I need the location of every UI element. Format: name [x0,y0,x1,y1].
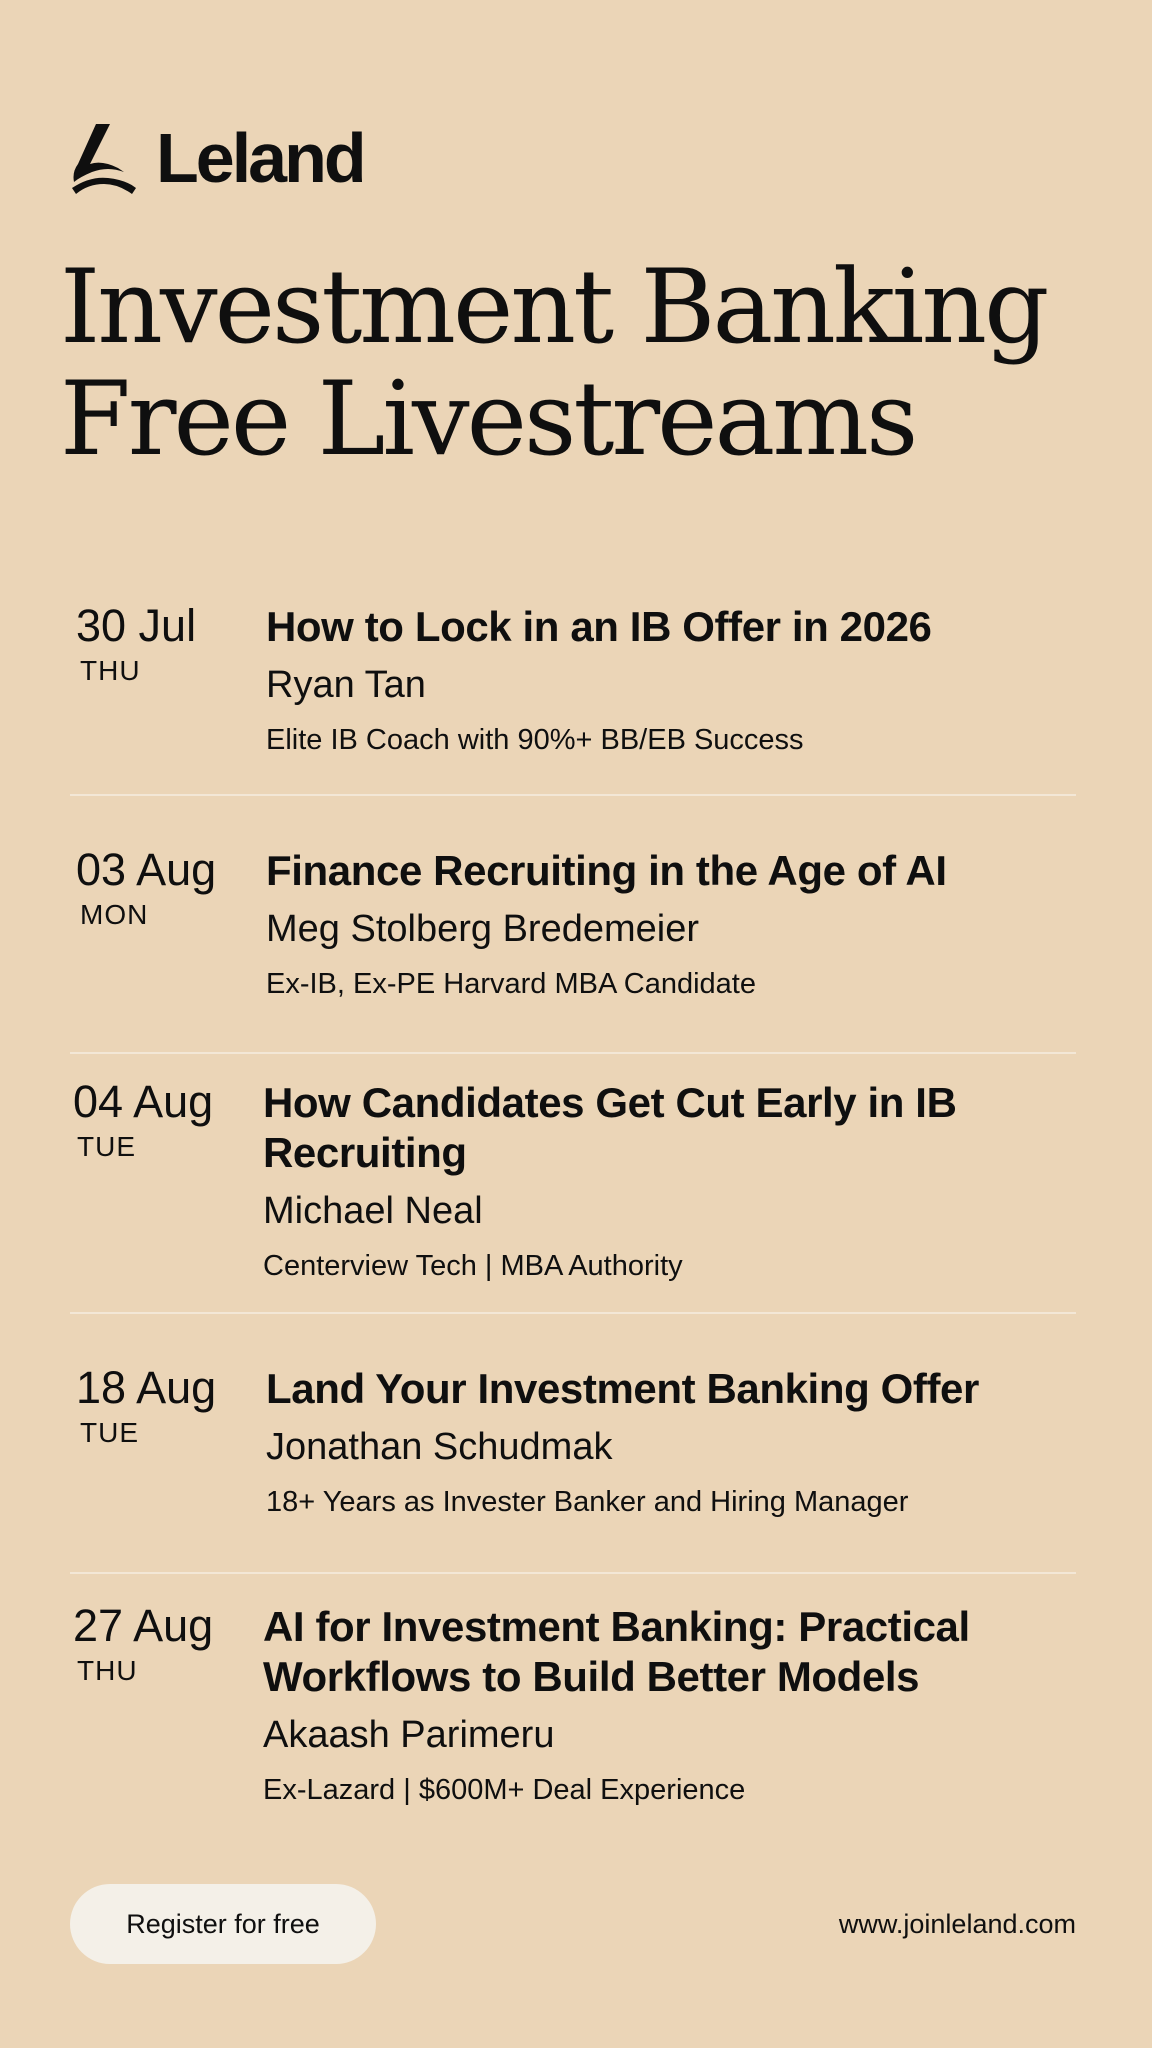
event-speaker-role: Ex-Lazard | $600M+ Deal Experience [263,1774,746,1806]
event-title: Land Your Investment Banking Offer [266,1365,979,1412]
website-link[interactable]: www.joinleland.com [838,1909,1076,1939]
event-speaker: Meg Stolberg Bredemeier [266,908,699,950]
event-title: Finance Recruiting in the Age of AI [266,847,947,894]
event-weekday: THU [80,655,141,686]
event-speaker: Ryan Tan [266,664,426,706]
leland-mark-icon [70,122,138,194]
event-speaker-role: Ex-IB, Ex-PE Harvard MBA Candidate [266,968,756,1000]
divider [70,1312,1076,1314]
event-speaker-role: Centerview Tech | MBA Authority [263,1250,683,1282]
event-info [266,602,1066,758]
event-weekday: THU [77,1655,138,1686]
event-weekday: MON [80,899,149,930]
event-weekday: TUE [77,1131,136,1162]
event-speaker-role: 18+ Years as Invester Banker and Hiring Manager [266,1486,909,1518]
event-speaker: Akaash Parimeru [263,1714,555,1756]
event-info [263,1078,1063,1284]
event-speaker: Michael Neal [263,1190,483,1232]
divider [70,1052,1076,1054]
event-title: AI for Investment Banking: Practical Workflows to Build Better Models [263,1603,970,1700]
divider [70,1572,1076,1574]
event-info [263,1602,1063,1808]
event-info [266,1364,1066,1520]
event-date: 03 Aug [76,844,217,895]
title-line-1: Investment Banking [60,248,1047,367]
event-title: How Candidates Get Cut Early in IB Recruiting [263,1079,957,1176]
title-line-2: Free Livestreams [60,360,916,479]
event-speaker-role: Elite IB Coach with 90%+ BB/EB Success [266,724,804,756]
page-title [60,248,1140,479]
divider [70,794,1076,796]
event-info [266,846,1066,1002]
event-date: 18 Aug [76,1362,217,1413]
event-speaker: Jonathan Schudmak [266,1426,613,1468]
event-title: How to Lock in an IB Offer in 2026 [266,603,932,650]
brand-logo [70,119,364,197]
register-button[interactable]: Register for free [70,1884,376,1964]
event-date: 30 Jul [76,600,197,651]
event-date: 04 Aug [73,1076,214,1127]
event-weekday: TUE [80,1417,139,1448]
event-date: 27 Aug [73,1600,214,1651]
brand-name: Leland [156,119,364,197]
